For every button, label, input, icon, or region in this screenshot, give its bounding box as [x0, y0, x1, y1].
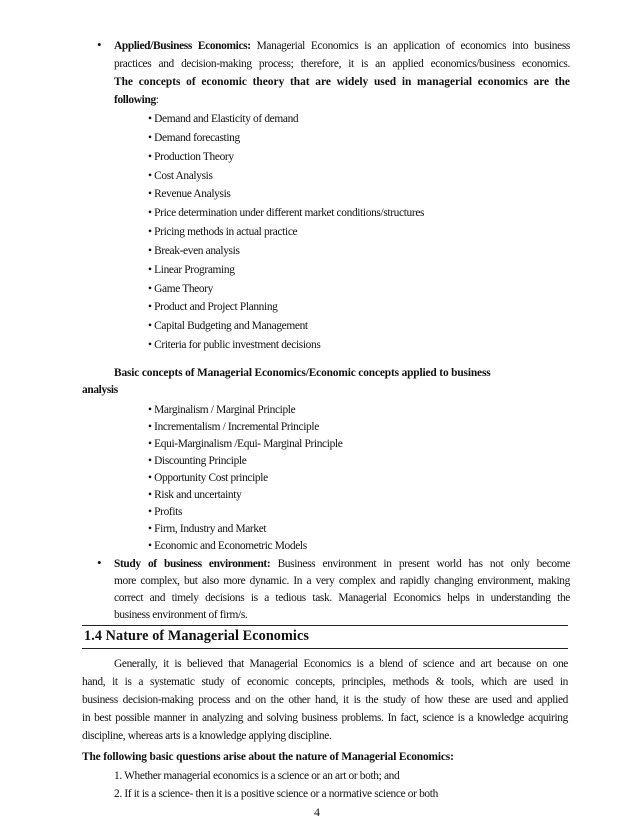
- list-item-text: Opportunity Cost principle: [154, 471, 268, 484]
- list-item-text: Equi-Marginalism /Equi- Marginal Principle: [154, 437, 343, 450]
- applied-line-1: [114, 40, 570, 52]
- list-item: • Revenue Analysis: [148, 188, 231, 201]
- study-line-1: [114, 558, 570, 570]
- study-line-3: correct and timely decisions is a tedious task. Managerial Economics helps in understanding the: [114, 592, 570, 604]
- list-item-text: Marginalism / Marginal Principle: [154, 404, 296, 416]
- question-item: 1. Whether managerial economics is a science or an art or both; and: [114, 770, 400, 782]
- study-line-2: more complex, but also more dynamic. In a very complex and rapidly changing environment, making: [114, 575, 570, 587]
- bullet-icon: •: [97, 37, 102, 52]
- section-rule-top: [82, 625, 568, 626]
- nature-line-2: hand, it is a systematic study of economic concepts, principles, methods & tools, which are used in: [82, 676, 568, 688]
- list-item: • Economic and Econometric Models: [148, 539, 307, 552]
- list-item: • Profits: [148, 505, 183, 518]
- list-item: • Marginalism / Marginal Principle: [148, 404, 296, 416]
- nature-line-4: in best possible manner in analyzing and solving business problems. In fact, science is a knowledge acquiring: [82, 712, 568, 724]
- list-item-text: Incrementalism / Incremental Principle: [154, 420, 319, 433]
- basic-concepts-heading-line-2: analysis: [82, 384, 118, 396]
- list-item-text: Product and Project Planning: [154, 301, 278, 314]
- list-item-text: Economic and Econometric Models: [154, 539, 307, 552]
- nature-line-1: Generally, it is believed that Managerial Economics is a blend of science and art because on one: [114, 658, 568, 670]
- section-rule-bottom: [82, 648, 568, 649]
- list-item-text: Profits: [154, 505, 183, 518]
- section-heading: 1.4 Nature of Managerial Economics: [84, 628, 309, 644]
- list-item-text: Risk and uncertainty: [154, 488, 242, 501]
- list-item: • Opportunity Cost principle: [148, 471, 268, 484]
- list-item: • Demand forecasting: [148, 131, 240, 144]
- list-item: • Firm, Industry and Market: [148, 522, 267, 535]
- list-item-text: Price determination under different market conditions/structures: [154, 207, 425, 220]
- list-item-text: Revenue Analysis: [154, 188, 231, 201]
- list-item: • Capital Budgeting and Management: [148, 320, 308, 333]
- bullet-icon: •: [97, 555, 102, 570]
- concepts-list: [148, 113, 424, 358]
- nature-line-5: discipline, whereas arts is a knowledge applying discipline.: [82, 730, 332, 742]
- study-label: Study of business environment:: [114, 558, 271, 570]
- list-item-text: Firm, Industry and Market: [154, 522, 267, 535]
- list-item: • Incrementalism / Incremental Principle: [148, 420, 319, 433]
- applied-label: Applied/Business Economics:: [114, 40, 251, 52]
- list-item: • Product and Project Planning: [148, 301, 278, 314]
- list-item: • Pricing methods in actual practice: [148, 226, 298, 239]
- list-item: • Demand and Elasticity of demand: [148, 113, 299, 125]
- questions-heading: The following basic questions arise about the nature of Managerial Economics:: [82, 751, 454, 763]
- list-item: • Price determination under different market conditions/structures: [148, 207, 425, 220]
- applied-line1-text: Managerial Economics is an application of economics into business: [256, 40, 570, 52]
- list-item: • Production Theory: [148, 150, 234, 163]
- list-item-text: Pricing methods in actual practice: [154, 226, 298, 239]
- question-item: 2. If it is a science- then it is a positive science or a normative science or both: [114, 788, 438, 800]
- list-item-text: Capital Budgeting and Management: [154, 320, 308, 333]
- list-item-text: Game Theory: [154, 282, 214, 295]
- list-item: • Game Theory: [148, 282, 214, 295]
- basic-concepts-list: [148, 404, 342, 556]
- list-item: • Linear Programing: [148, 263, 235, 276]
- list-item-text: Criteria for public investment decisions: [154, 339, 321, 352]
- concepts-colon: :: [155, 94, 159, 106]
- nature-line-3: business decision-making process and on the other hand, it is the study of how these are used and applied: [82, 694, 568, 706]
- list-item: • Criteria for public investment decisions: [148, 339, 321, 352]
- concepts-following: following: [114, 94, 156, 106]
- list-item-text: Demand and Elasticity of demand: [154, 113, 299, 125]
- list-item-text: Cost Analysis: [154, 169, 213, 182]
- page-number: 4: [314, 805, 320, 819]
- list-item: • Cost Analysis: [148, 169, 213, 182]
- list-item: • Risk and uncertainty: [148, 488, 242, 501]
- list-item-text: Demand forecasting: [154, 131, 240, 144]
- study-line-4: business environment of firm/s.: [114, 609, 248, 621]
- list-item: • Break-even analysis: [148, 244, 240, 257]
- study-line1-text: Business environment in present world has not only become: [277, 558, 570, 570]
- list-item: • Equi-Marginalism /Equi- Marginal Principle: [148, 437, 343, 450]
- concepts-heading-line-1: The concepts of economic theory that are widely used in managerial economics are the: [114, 76, 570, 88]
- list-item-text: Discounting Principle: [154, 454, 247, 467]
- list-item-text: Break-even analysis: [154, 244, 240, 257]
- list-item-text: Linear Programing: [154, 263, 235, 276]
- list-item-text: Production Theory: [154, 150, 234, 163]
- basic-concepts-heading-line-1: Basic concepts of Managerial Economics/Economic concepts applied to business: [114, 367, 491, 379]
- concepts-heading-line-2: [114, 94, 159, 106]
- list-item: • Discounting Principle: [148, 454, 247, 467]
- applied-line-2: practices and decision-making process; therefore, it is an applied economics/business economics.: [114, 58, 570, 70]
